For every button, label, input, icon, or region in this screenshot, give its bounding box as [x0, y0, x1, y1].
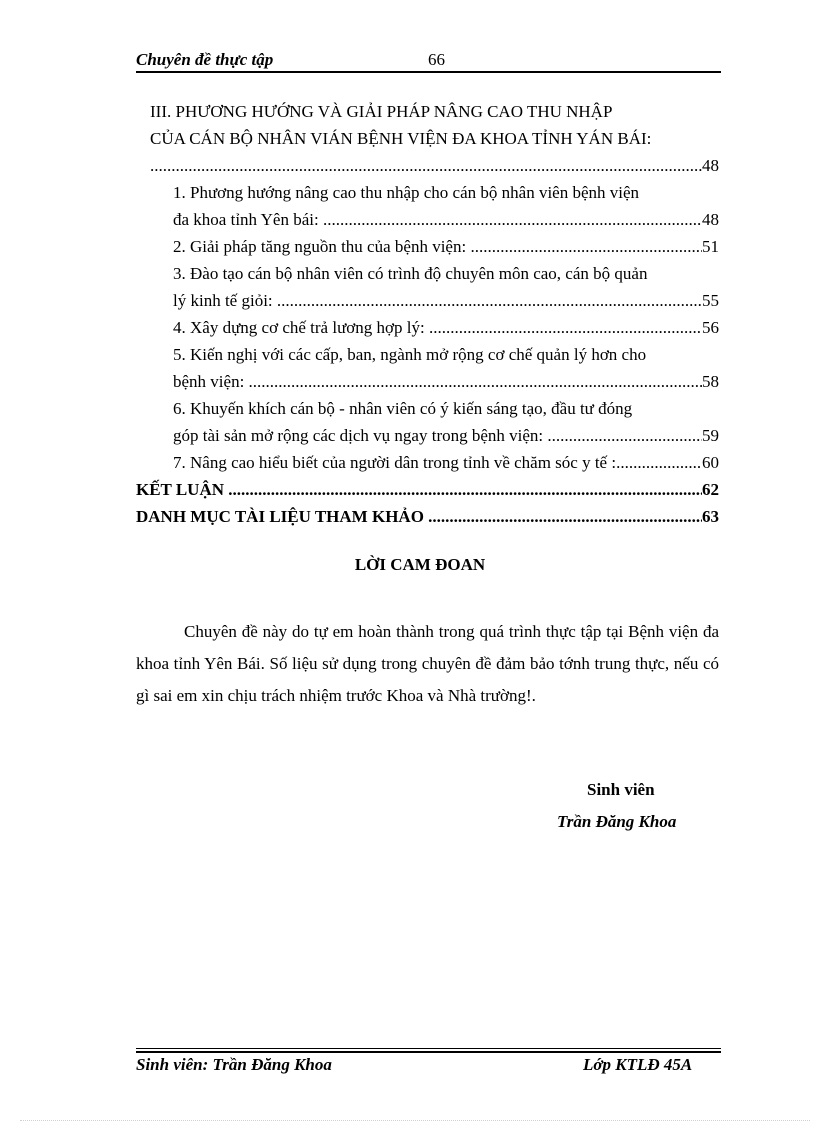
footer-rule [136, 1048, 721, 1049]
declaration-body [136, 616, 719, 712]
toc-item-4-line1: 4. Xây dựng cơ chế trả lương hợp lý: [173, 318, 429, 337]
toc-item-7-leader[interactable] [173, 452, 719, 474]
toc-page-number: 59 [702, 426, 719, 445]
toc-references-label: DANH MỤC TÀI LIỆU THAM KHẢO [136, 507, 429, 526]
toc-item-2-line1: 2. Giải pháp tăng nguồn thu của bệnh viện: [173, 237, 471, 256]
toc-conclusion[interactable] [136, 479, 719, 501]
toc-page-number: 58 [702, 372, 719, 391]
toc-item-5-line1: 5. Kiến nghị với các cấp, ban, ngành mở rộng cơ chế quản lý hơn cho [173, 345, 647, 364]
toc-item-1-leader[interactable] [173, 209, 719, 231]
page-header [136, 48, 721, 70]
toc-page-number: 51 [702, 237, 719, 256]
signature-name: Trần Đăng Khoa [557, 812, 677, 831]
page-number: 66 [428, 50, 445, 69]
toc-item-6-leader[interactable] [173, 425, 719, 447]
toc-item-1-line2: đa khoa tỉnh Yên bái: [173, 210, 323, 229]
signature-role: Sinh viên [587, 780, 655, 799]
toc-item-6-line1: 6. Khuyến khích cán bộ - nhân viên có ý kiến sáng tạo, đầu tư đóng [173, 399, 633, 418]
page-edge [20, 1120, 810, 1121]
footer-student: Sinh viên: Trần Đăng Khoa [136, 1055, 332, 1074]
toc-page-number: 62 [702, 480, 719, 499]
toc-page-number: 48 [702, 156, 719, 175]
toc-item-3-leader[interactable] [173, 290, 719, 312]
toc-page-number: 55 [702, 291, 719, 310]
toc-section-iii-line1: III. PHƯƠNG HƯỚNG VÀ GIẢI PHÁP NÂNG CAO THU NHẬP [150, 102, 613, 121]
toc-page-number: 48 [702, 210, 719, 229]
footer-class: Lớp KTLĐ 45A [583, 1055, 693, 1074]
toc-page-number: 56 [702, 318, 719, 337]
toc-item-5-leader[interactable] [173, 371, 719, 393]
toc-item-1-line1: 1. Phương hướng nâng cao thu nhập cho cán bộ nhân viên bệnh viện [173, 183, 640, 202]
toc-item-2-leader[interactable] [173, 236, 719, 258]
header-title: Chuyên đề thực tập [136, 50, 274, 69]
toc-item-3-line1: 3. Đào tạo cán bộ nhân viên có trình độ chuyên môn cao, cán bộ quản [173, 264, 648, 283]
declaration-text: Chuyên đề này do tự em hoàn thành trong quá trình thực tập tại Bệnh viện đa khoa tỉnh Yên Bái. Số liệu sử dụng trong chuyên đề đảm bảo tớnh trung thực, nếu có gì sai em xin chịu trách nhiệm trước Khoa và Nhà trường!. [136, 622, 719, 705]
toc-item-4-leader[interactable] [173, 317, 719, 339]
footer-rule [136, 1051, 721, 1053]
toc-item-3-line2: lý kinh tế giỏi: [173, 291, 277, 310]
declaration-title: LỜI CAM ĐOAN [354, 555, 486, 574]
toc-section-iii-line2: CỦA CÁN BỘ NHÂN VIÁN BỆNH VIỆN ĐA KHOA TỈNH YÁN BÁI: [150, 129, 652, 148]
toc-section-iii-leader[interactable] [150, 155, 719, 177]
toc-page-number: 60 [702, 453, 719, 472]
header-rule [136, 71, 721, 73]
toc-page-number: 63 [702, 507, 719, 526]
toc-conclusion-label: KẾT LUẬN [136, 480, 229, 499]
toc-item-5-line2: bệnh viện: [173, 372, 249, 391]
toc-item-6-line2: góp tài sản mở rộng các dịch vụ ngay trong bệnh viện: [173, 426, 548, 445]
toc-item-7-line1: 7. Nâng cao hiểu biết của người dân trong tỉnh về chăm sóc y tế : [173, 453, 617, 472]
toc-references[interactable] [136, 506, 719, 528]
